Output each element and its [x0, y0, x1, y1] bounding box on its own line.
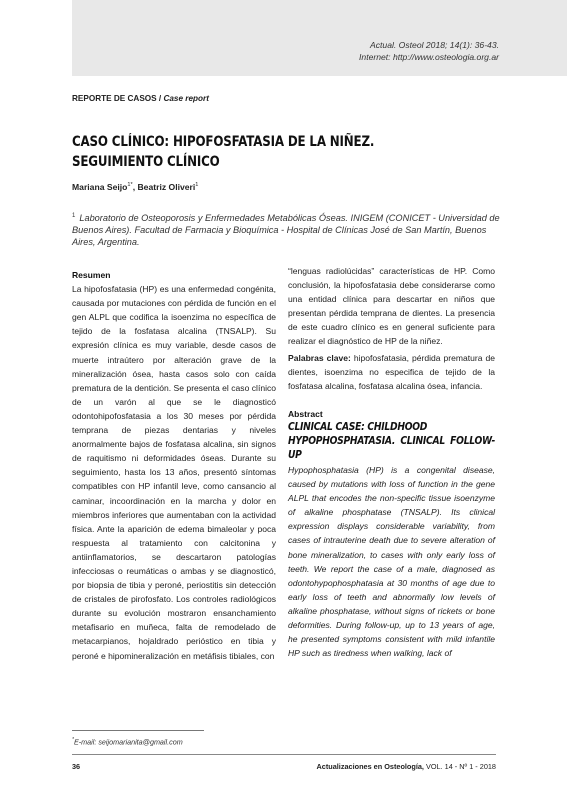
footnote-divider: [72, 730, 204, 731]
author-2: , Beatriz Oliveri: [132, 182, 196, 192]
page-number: 36: [72, 762, 81, 771]
resumen-continuation: “lenguas radiolúcidas” características de HP. Como conclusión, la hipofosfatasia debe considerarse como una entidad clínica para descartar en niños que presentan pérdida temprana de dientes. La presencia de este cuadro clínico es en general suficiente para realizar el diagnóstico de HP de la niñez.: [288, 266, 495, 347]
author-1: Mariana Seijo: [72, 182, 128, 192]
journal-citation: [359, 39, 499, 63]
footer-volume: VOL. 14 - Nº 1 - 2018: [423, 762, 496, 771]
abstract-title-line-2: HYPOPHOSPHATASIA. CLINICAL FOLLOW-UP: [288, 435, 495, 461]
section-label: [72, 94, 209, 103]
resumen-column: [72, 268, 276, 663]
abstract-text: Hypophosphatasia (HP) is a congenital disease, caused by mutations with loss of function in the gene ALPL that encodes the non-specific tissue isoenzyme of alkaline phosphatase (TNSALP). Its clinical expression displays considerable variability, from cases of intrauterine death due to severe alteration of bone mineralization, to cases with only early loss of teeth. We report the case of a male, diagnosed as odontohypophosphatasia at 30 months of age due to early loss of teeth and abnormally low levels of alkaline phosphatase, without signs of rickets or bone deformities. During follow-up, up to 13 years of age, he presented symptoms consistent with mild infantile HP such as tiredness when walking, lack of: [288, 464, 495, 659]
title-line-2: SEGUIMIENTO CLÍNICO: [72, 154, 220, 170]
authors: [72, 182, 198, 192]
abstract-title-line-1: CLINICAL CASE: CHILDHOOD: [288, 421, 428, 433]
article-title: [72, 132, 433, 172]
header-band: [72, 0, 567, 76]
author-1-sup: 1*: [127, 182, 133, 189]
footer-journal: [317, 762, 497, 771]
abstract-title: [288, 421, 495, 463]
affiliation: [72, 210, 502, 248]
affiliation-sup: 1: [72, 213, 76, 219]
keywords-label: Palabras clave:: [288, 352, 351, 363]
footnote-sup: *: [72, 737, 74, 743]
section-label-en: Case report: [163, 94, 209, 103]
section-label-es: REPORTE DE CASOS /: [72, 94, 164, 103]
abstract-heading: Abstract: [288, 408, 323, 419]
author-2-sup: 1: [195, 182, 199, 189]
resumen-text: La hipofosfatasia (HP) es una enfermedad congénita, causada por mutaciones con pérdida de función en el gen ALPL que codifica la isoenzima no específica de tejido de la fosfatasa alcalina (TNSALP). Su expresión clínica es muy variable, desde casos de muerte intraútero por alteración grave de la mineralización ósea, hasta casos solo con caída prematura de la dentición. Se presenta el caso clínico de un varón al que se le diagnosticó odontohipofosfatasia a los 30 meses por pérdida temprana de piezas dentarias y niveles anormalmente bajos de fosfatasa alcalina, sin signos de raquitismo ni deformidades óseas. Durante su seguimiento, hasta los 13 años, presentó síntomas compatibles con HP infantil leve, como cansancio al caminar, incoordinación en la marcha y dolor en miembros inferiores que aumentaban con la actividad física. Ante la aparición de edema bimaleolar y poca respuesta al tratamiento con calcitonina y antiinflamatorios, se descartaron patologías infecciosas o reumáticas o ambas y se diagnosticó, por biopsia de tibia y peroné, periostitis sin detección de cristales de pirofosfato. Los controles radiológicos durante su evolución mostraron ensanchamiento metafisario en muñeca, falta de remodelado de metacarpianos, hojaldrado perióstico en tibia y peroné e hipomineralización en metáfisis tibiales, con: [72, 284, 276, 661]
resumen-heading: Resumen: [72, 270, 111, 280]
title-line-1: CASO CLÍNICO: HIPOFOSFATASIA DE LA NIÑEZ.: [72, 134, 375, 150]
keywords-text: hipofosfatasia, pérdida prematura de dientes, isoenzima no especifica de tejido de la fosfatasa alcalina, fosfatasa alcalina ósea, infancia.: [288, 352, 496, 391]
footer-divider: [72, 754, 496, 755]
footnote-email: E-mail: seijomarianita@gmail.com: [73, 737, 183, 747]
keywords: [288, 351, 495, 393]
internet-line: Internet: http://www.osteologia.org.ar: [359, 52, 499, 62]
right-column: [288, 264, 495, 660]
footer-journal-name: Actualizaciones en Osteología,: [316, 762, 424, 771]
footnote: [72, 737, 183, 746]
affiliation-text: Laboratorio de Osteoporosis y Enfermedades Metabólicas Óseas. INIGEM (CONICET - Universidad de Buenos Aires). Facultad de Farmacia y Bioquímica - Hospital de Clínicas José de San Martín, Buenos Aires, Argentina.: [72, 213, 500, 248]
citation-line: Actual. Osteol 2018; 14(1): 36-43.: [370, 40, 499, 50]
